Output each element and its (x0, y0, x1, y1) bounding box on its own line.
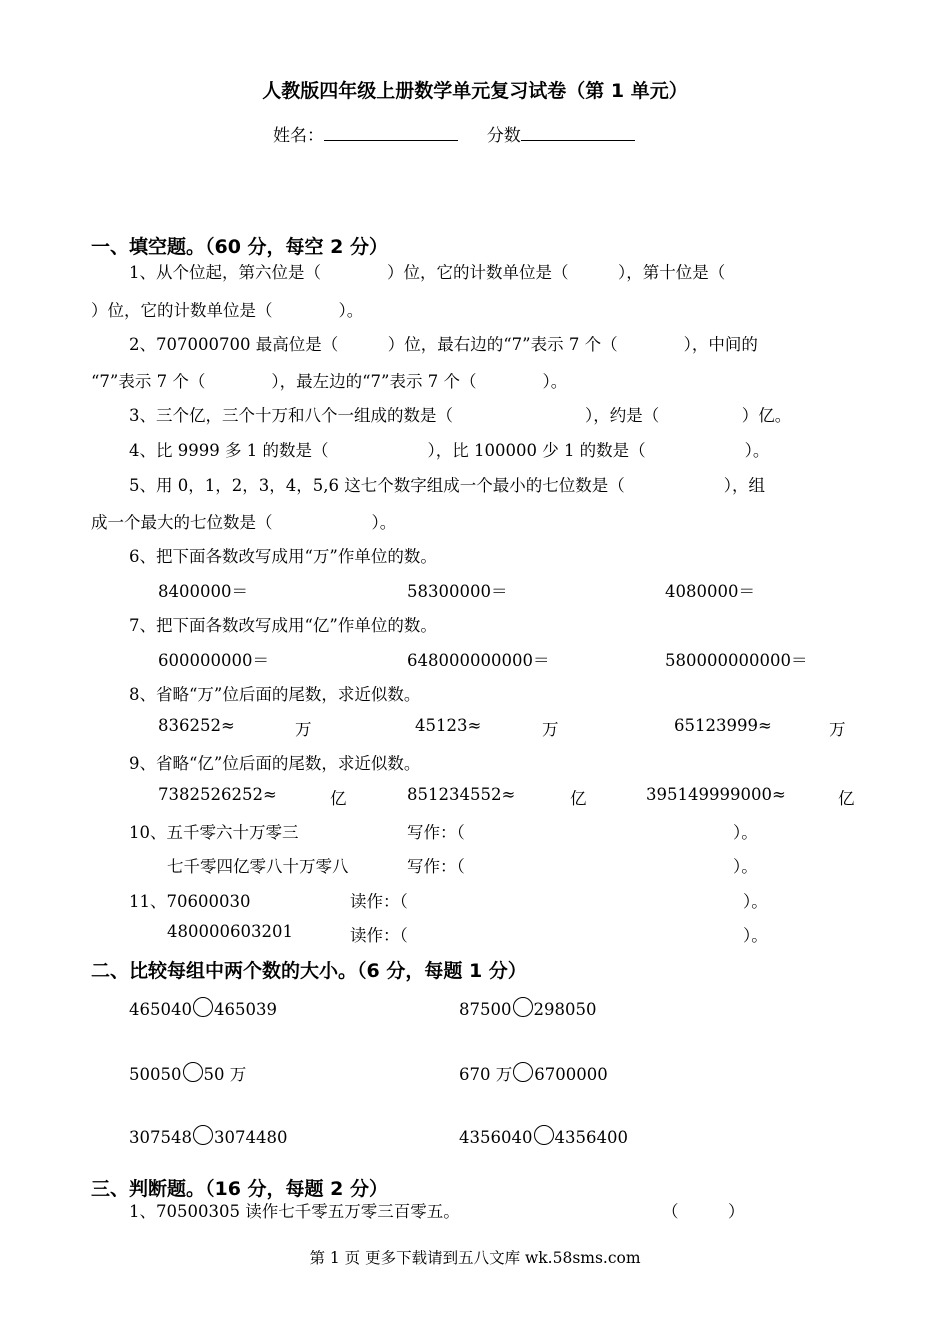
section3-heading: 三、判断题。（16 分，每题 2 分） (91, 1178, 389, 1200)
compare-right: 465039 (214, 1000, 277, 1019)
compare-circle[interactable] (513, 997, 533, 1017)
compare-left: 4356040 (459, 1128, 533, 1147)
score-blank[interactable] (521, 122, 635, 141)
compare-right: 4356400 (554, 1128, 628, 1147)
q2-line2: “7”表示 7 个（ ），最左边的“7”表示 7 个（ ）。 (91, 372, 568, 391)
q1-line2: ）位，它的计数单位是（ ）。 (91, 301, 364, 320)
q6-item: 4080000＝ (665, 582, 755, 601)
q8-unit: 万 (829, 720, 846, 739)
compare-circle[interactable] (193, 997, 213, 1017)
judge-q1-answer[interactable]: （ ） (662, 1202, 745, 1221)
q9-unit: 亿 (570, 789, 587, 808)
q9-line: 9、省略“亿”位后面的尾数，求近似数。 (129, 754, 421, 773)
q10b-text: 七千零四亿零八十万零八 (167, 857, 349, 876)
q9-item: 395149999000≈ (646, 785, 786, 804)
compare-left: 465040 (129, 1000, 192, 1019)
q7-line: 7、把下面各数改写成用“亿”作单位的数。 (129, 616, 437, 635)
section1-heading: 一、填空题。（60 分，每空 2 分） (91, 236, 389, 258)
q7-item: 600000000＝ (158, 651, 269, 670)
score-label: 分数 (486, 126, 521, 146)
q8-item: 836252≈ (158, 716, 235, 735)
q1-line1: 1、从个位起，第六位是（ ）位，它的计数单位是（ ），第十位是（ (129, 263, 726, 282)
q8-line: 8、省略“万”位后面的尾数，求近似数。 (129, 685, 421, 704)
q10a-close: ）。 (733, 823, 758, 842)
compare-circle[interactable] (193, 1125, 213, 1145)
name-label: 姓名： (273, 126, 324, 146)
q7-item: 648000000000＝ (407, 651, 550, 670)
header-fields (273, 121, 635, 146)
compare-right: 3074480 (214, 1128, 288, 1147)
q9-unit: 亿 (838, 789, 855, 808)
q3-line: 3、三个亿，三个十万和八个一组成的数是（ ），约是（ ）亿。 (129, 406, 792, 425)
q5-line1: 5、用 0，1，2，3，4，5,6 这七个数字组成一个最小的七位数是（ ），组 (129, 476, 765, 495)
q2-line1: 2、707000700 最高位是（ ）位，最右边的“7”表示 7 个（ ），中间的 (129, 335, 758, 354)
q8-unit: 万 (542, 720, 559, 739)
q9-item: 7382526252≈ (158, 785, 277, 804)
compare-left: 670 万 (459, 1065, 513, 1084)
compare-left: 87500 (459, 1000, 512, 1019)
compare-pair (129, 1125, 288, 1147)
q10b-close: ）。 (733, 857, 758, 876)
page-title: 人教版四年级上册数学单元复习试卷（第 1 单元） (262, 80, 688, 102)
q11a-text: 11、70600030 (129, 892, 251, 911)
compare-circle[interactable] (534, 1125, 554, 1145)
q11b-text: 480000603201 (167, 922, 293, 941)
name-blank[interactable] (324, 122, 458, 141)
q11b-close: ）。 (743, 926, 768, 945)
q10a-text: 10、五千零六十万零三 (129, 823, 299, 842)
q10b-write-label: 写作：（ (407, 857, 465, 876)
compare-left: 50050 (129, 1065, 182, 1084)
q11b-read-label: 读作：（ (350, 926, 408, 945)
q7-item: 580000000000＝ (665, 651, 808, 670)
q5-line2: 成一个最大的七位数是（ ）。 (91, 513, 397, 532)
compare-pair (459, 1061, 608, 1085)
judge-q1: 1、70500305 读作七千零五万零三百零五。 (129, 1202, 460, 1221)
page-footer: 第 1 页 更多下载请到五八文库 wk.58sms.com (309, 1249, 641, 1267)
q6-line: 6、把下面各数改写成用“万”作单位的数。 (129, 547, 437, 566)
q8-item: 65123999≈ (674, 716, 772, 735)
q4-line: 4、比 9999 多 1 的数是（ ），比 100000 少 1 的数是（ ）。 (129, 441, 770, 460)
q11a-close: ）。 (743, 892, 768, 911)
q6-item: 8400000＝ (158, 582, 248, 601)
compare-circle[interactable] (513, 1062, 533, 1082)
compare-left: 307548 (129, 1128, 192, 1147)
q10a-write-label: 写作：（ (407, 823, 465, 842)
q8-unit: 万 (295, 720, 312, 739)
compare-pair (129, 997, 277, 1019)
compare-pair (459, 1125, 628, 1147)
compare-right: 50 万 (203, 1065, 247, 1084)
q9-unit: 亿 (330, 789, 347, 808)
q8-item: 45123≈ (415, 716, 482, 735)
compare-pair (129, 1061, 246, 1085)
q11a-read-label: 读作：（ (350, 892, 408, 911)
compare-right: 298050 (533, 1000, 597, 1019)
section2-heading: 二、比较每组中两个数的大小。（6 分，每题 1 分） (91, 960, 527, 982)
q6-item: 58300000＝ (407, 582, 508, 601)
compare-pair (459, 997, 597, 1019)
q9-item: 851234552≈ (407, 785, 516, 804)
compare-right: 6700000 (534, 1065, 608, 1084)
compare-circle[interactable] (183, 1062, 203, 1082)
